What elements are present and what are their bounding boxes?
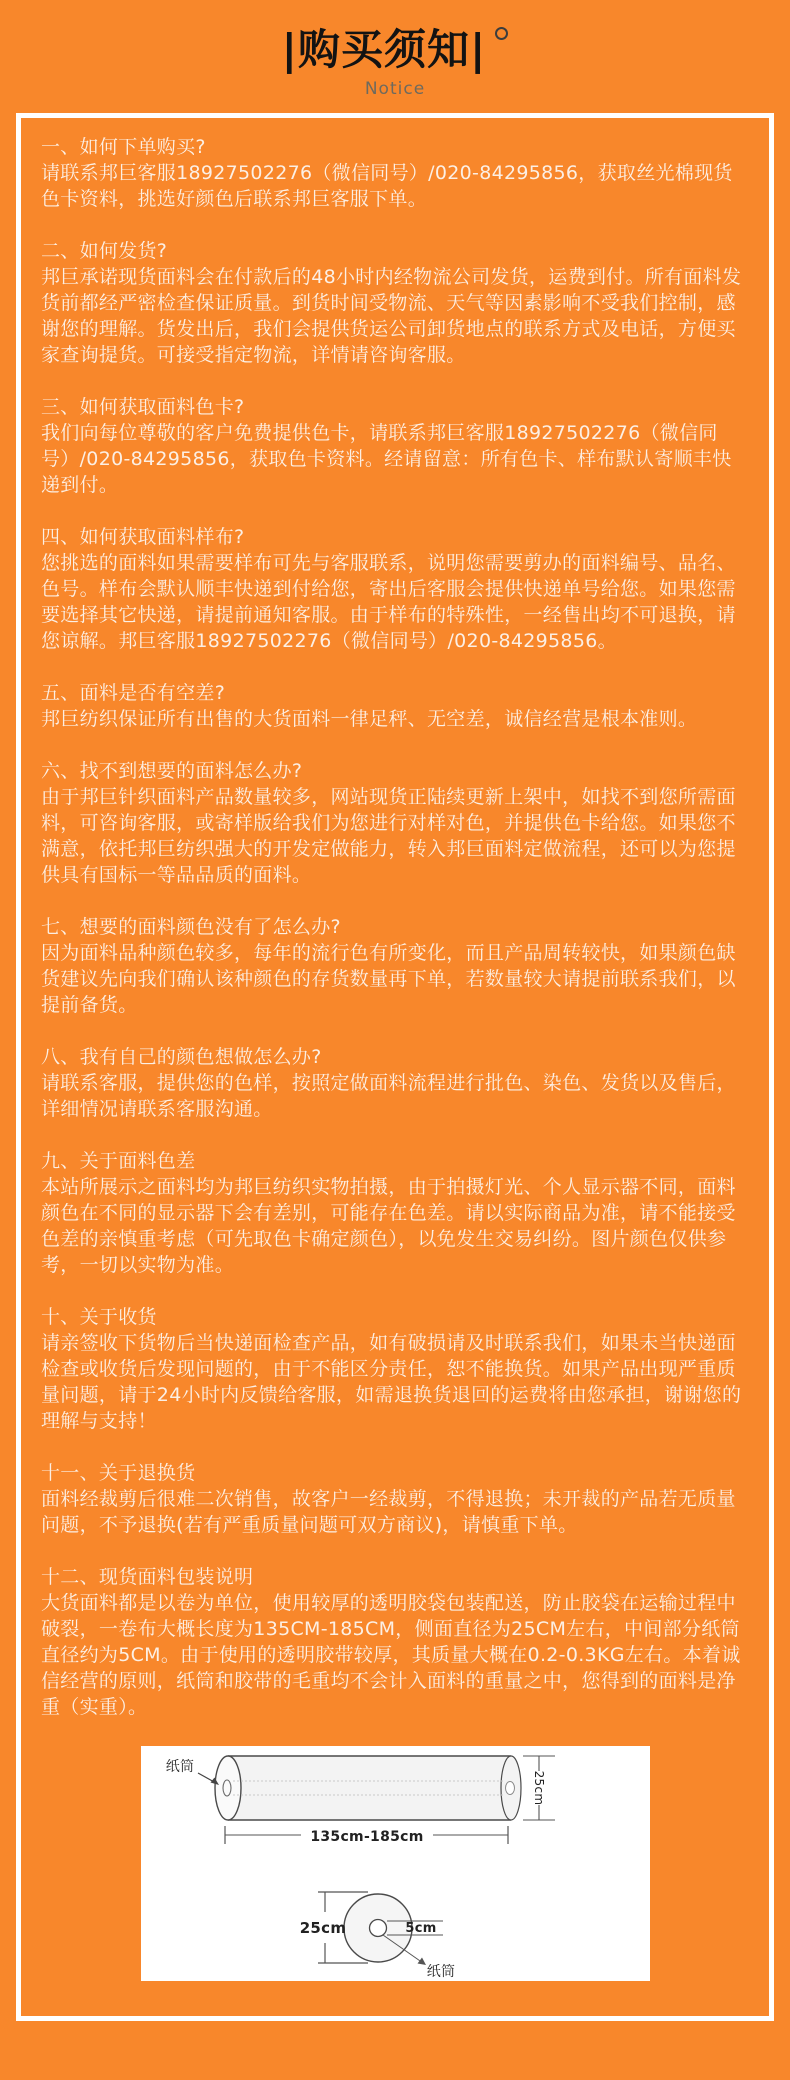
section-2-body: 邦巨承诺现货面料会在付款后的48小时内经物流公司发货，运费到付。所有面料发货前都经严密检查保证质量。到货时间受物流、天气等因素影响不受我们控制，感谢您的理解。货发出后，我们会提供货运公司卸货地点的联系方式及电话，方便买家查询提货。可接受指定物流，详情请咨询客服。 (41, 266, 742, 366)
roll-length-label: 135cm-185cm (309, 1829, 424, 1845)
section-5-body: 邦巨纺织保证所有出售的大货面料一律足秤、无空差，诚信经营是根本准则。 (41, 708, 698, 730)
fabric-roll-side-view (215, 1756, 521, 1820)
core-diameter-label: 5cm (404, 1921, 437, 1936)
section-8-heading: 八、我有自己的颜色想做怎么办? (41, 1046, 322, 1068)
section-2-heading: 二、如何发货? (41, 240, 168, 262)
section-3-heading: 三、如何获取面料色卡? (41, 396, 245, 418)
section-5-heading: 五、面料是否有空差? (41, 682, 226, 704)
paper-core-hole-right (505, 1782, 514, 1795)
section-11 (41, 1460, 749, 1538)
section-8-body: 请联系客服，提供您的色样，按照定做面料流程进行批色、染色、发货以及售后，详细情况请联系客服沟通。 (41, 1072, 736, 1120)
fabric-roll-diagram (141, 1746, 650, 1981)
section-12-heading: 十二、现货面料包装说明 (41, 1566, 254, 1588)
section-3 (41, 394, 749, 498)
side-diameter-dimension (523, 1756, 555, 1820)
fabric-roll-cross-section (344, 1894, 412, 1962)
section-5 (41, 680, 749, 732)
page-header (0, 0, 790, 99)
roll-side-diameter-label: 25cm (531, 1770, 546, 1806)
section-4-heading: 四、如何获取面料样布? (41, 526, 245, 548)
core-label-top: 纸筒 (165, 1759, 194, 1775)
arrowhead-icon (417, 1958, 426, 1966)
cross-section-diameter-label: 25cm (299, 1919, 346, 1937)
section-9-body: 本站所展示之面料均为邦巨纺织实物拍摄，由于拍摄灯光、个人显示器不同，面料颜色在不同的显示器下会有差别，可能存在色差。请以实际商品为准，请不能接受色差的亲慎重考虑（可先取色卡确定颜色），以免发生交易纠纷。图片颜色仅供参考，一切以实物为准。 (41, 1176, 736, 1276)
section-1-heading: 一、如何下单购买? (41, 136, 206, 158)
section-10-body: 请亲签收下货物后当快递面检查产品，如有破损请及时联系我们，如果未当快递面检查或收货后发现问题的，由于不能区分责任，恕不能换货。如果产品出现严重质量问题，请于24小时内反馈给客服，如需退换货退回的运费将由您承担，谢谢您的理解与支持！ (41, 1332, 742, 1432)
core-callout-top (165, 1759, 218, 1785)
section-8 (41, 1044, 749, 1122)
packaging-diagram (141, 1746, 650, 1981)
page-subtitle: Notice (364, 79, 426, 99)
section-6-heading: 六、找不到想要的面料怎么办? (41, 760, 303, 782)
section-12 (41, 1564, 749, 1720)
paper-core-hole-cross (369, 1920, 386, 1937)
title-row (282, 24, 509, 76)
section-7-body: 因为面料品种颜色较多，每年的流行色有所变化，而且产品周转较快，如果颜色缺货建议先向我们确认该种颜色的存货数量再下单，若数量较大请提前联系我们，以提前备货。 (41, 942, 736, 1016)
section-7 (41, 914, 749, 1018)
ring-icon (495, 27, 508, 40)
section-12-body: 大货面料都是以卷为单位，使用较厚的透明胶袋包装配送，防止胶袋在运输过程中破裂，一卷布大概长度为135CM-185CM，侧面直径为25CM左右，中间部分纸筒直径约为5CM。由于使用的透明胶带较厚，其质量大概在0.2-0.3KG左右。本着诚信经营的原则，纸筒和胶带的毛重均不会计入面料的重量之中，您得到的面料是净重（实重）。 (41, 1592, 741, 1718)
section-7-heading: 七、想要的面料颜色没有了怎么办? (41, 916, 341, 938)
section-3-body: 我们向每位尊敬的客户免费提供色卡，请联系邦巨客服18927502276（微信同号）/020-84295856，获取色卡资料。经请留意：所有色卡、样布默认寄顺丰快递到付。 (41, 422, 732, 496)
section-9 (41, 1148, 749, 1278)
section-10 (41, 1304, 749, 1434)
section-9-heading: 九、关于面料色差 (41, 1150, 196, 1172)
notice-panel (16, 113, 774, 2021)
section-10-heading: 十、关于收货 (41, 1306, 157, 1328)
section-6 (41, 758, 749, 888)
section-1 (41, 134, 749, 212)
section-11-body: 面料经裁剪后很难二次销售，故客户一经裁剪，不得退换；未开裁的产品若无质量问题，不予退换(若有严重质量问题可双方商议)，请慎重下单。 (41, 1488, 736, 1536)
section-6-body: 由于邦巨针织面料产品数量较多，网站现货正陆续更新上架中，如找不到您所需面料，可咨询客服，或寄样版给我们为您进行对样对色，并提供色卡给您。如果您不满意，依托邦巨纺织强大的开发定做能力，转入邦巨面料定做流程，还可以为您提供具有国标一等品品质的面料。 (41, 786, 736, 886)
page-title: |购买须知| (281, 25, 487, 74)
section-1-body: 请联系邦巨客服18927502276（微信同号）/020-84295856，获取丝光棉现货色卡资料，挑选好颜色后联系邦巨客服下单。 (41, 162, 733, 210)
core-label-bottom: 纸筒 (426, 1964, 455, 1980)
section-11-heading: 十一、关于退换货 (41, 1462, 196, 1484)
section-4 (41, 524, 749, 654)
length-dimension (225, 1826, 508, 1845)
section-4-body: 您挑选的面料如果需要样布可先与客服联系，说明您需要剪办的面料编号、品名、色号。样布会默认顺丰快递到付给您，寄出后客服会提供快递单号给您。如果您需要选择其它快递，请提前通知客服。由于样布的特殊性，一经售出均不可退换，请您谅解。邦巨客服18927502276（微信同号）/020-84295856。 (41, 552, 736, 652)
section-2 (41, 238, 749, 368)
